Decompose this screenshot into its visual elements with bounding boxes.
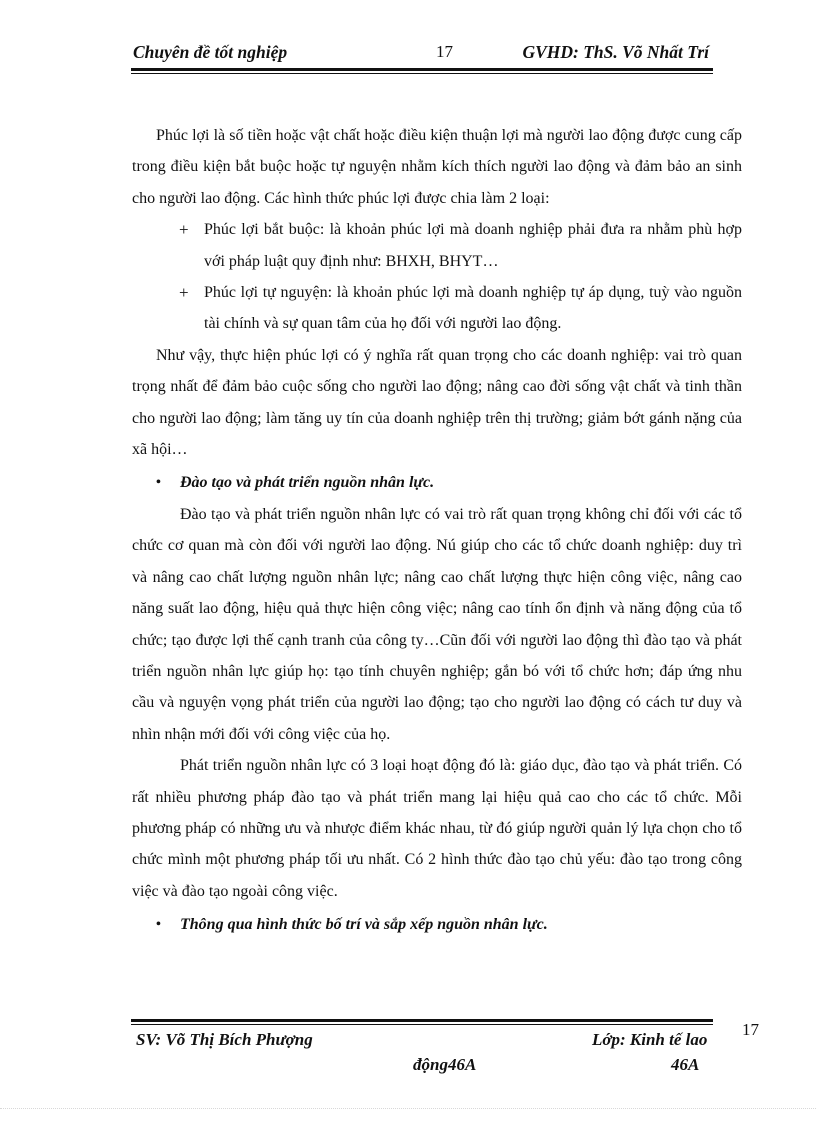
page-footer (131, 1028, 731, 1078)
plus-marker-icon: + (179, 283, 189, 303)
side-page-number: 17 (742, 1020, 759, 1039)
bullet-icon: • (156, 917, 161, 933)
footer-rule-thin (131, 1024, 713, 1025)
list-item-text: Phúc lợi bắt buộc: là khoản phúc lợi mà doanh nghiệp phải đưa ra nhằm phù hợp với pháp luật quy định như: BHXH, BHYT… (204, 221, 742, 270)
page-header (131, 40, 711, 68)
footer-class-label: Lớp: Kinh tế lao (592, 1030, 708, 1049)
list-item-text: Phúc lợi tự nguyện: là khoản phúc lợi mà doanh nghiệp tự áp dụng, tuỳ vào nguồn tài chính và sự quan tâm của họ đối với người lao động. (204, 284, 742, 333)
heading-staff-arrangement (132, 909, 742, 940)
footer-student-name: SV: Võ Thị Bích Phượng (136, 1030, 313, 1049)
list-item-voluntary-welfare (132, 277, 742, 340)
page-body (132, 120, 742, 941)
bullet-icon: • (156, 475, 161, 491)
paragraph-welfare-definition: Phúc lợi là số tiền hoặc vật chất hoặc điều kiện thuận lợi mà người lao động được cung cấp trong điều kiện bắt buộc hoặc tự nguyện nhằm kích thích người lao động và đảm bảo an sinh cho người lao động. Các hình thức phúc lợi được chia làm 2 loại: (132, 127, 742, 207)
plus-marker-icon: + (179, 220, 189, 240)
paragraph-welfare-importance: Như vậy, thực hiện phúc lợi có ý nghĩa rất quan trọng cho các doanh nghiệp: vai trò quan trọng nhất để đảm bảo cuộc sống cho người lao động; nâng cao đời sống vật chất và tinh thần cho người lao động; làm tăng uy tín của doanh nghiệp trên thị trường; giảm bớt gánh nặng của xã hội… (132, 346, 742, 459)
heading-text: Đào tạo và phát triển nguồn nhân lực. (180, 474, 435, 492)
header-rule-thick (131, 68, 713, 71)
page-bottom-edge (0, 1108, 816, 1109)
header-supervisor: GVHD: ThS. Võ Nhất Trí (522, 42, 709, 62)
footer-rule-thick (131, 1019, 713, 1022)
footer-class-code: 46A (671, 1055, 700, 1074)
list-item-mandatory-welfare (132, 214, 742, 277)
heading-text: Thông qua hình thức bố trí và sắp xếp nguồn nhân lực. (180, 916, 548, 934)
paragraph-training-methods: Phát triển nguồn nhân lực có 3 loại hoạt động đó là: giáo dục, đào tạo và phát triển. Có rất nhiều phương pháp đào tạo và phát triển mang lại hiệu quả cao cho các tổ chức. Mỗi phương pháp có những ưu và nhược điểm khác nhau, từ đó giúp người quản lý lựa chọn cho tổ chức mình một phương pháp tối ưu nhất. Có 2 hình thức đào tạo chủ yếu: đào tạo trong công việc và đào tạo ngoài công việc. (132, 757, 742, 900)
header-page-number: 17 (436, 42, 453, 61)
paragraph-training-role: Đào tạo và phát triển nguồn nhân lực có vai trò rất quan trọng không chỉ đối với các tổ chức cơ quan mà còn đối với người lao động. Nú giúp cho các tổ chức doanh nghiệp: duy trì và nâng cao chất lượng nguồn nhân lực; nâng cao chất lượng thực hiện công việc, nâng cao năng suất lao động, hiệu quả thực hiện công việc; nâng cao tính ổn định và năng động của tổ chức; tạo được lợi thế cạnh tranh của công ty…Cũn đối với người lao động thì đào tạo và phát triển nguồn nhân lực giúp họ: tạo tính chuyên nghiệp; gắn bó với tổ chức hơn; đáp ứng nhu cầu và nguyện vọng phát triển của người lao động; tạo cho người lao động có cách tư duy và nhìn nhận mới đối với công việc của họ. (132, 505, 742, 743)
footer-class-continued: động46A (413, 1055, 477, 1074)
heading-training-development (132, 467, 742, 498)
header-rule-thin (131, 73, 713, 74)
header-thesis-title: Chuyên đề tốt nghiệp (133, 42, 288, 62)
